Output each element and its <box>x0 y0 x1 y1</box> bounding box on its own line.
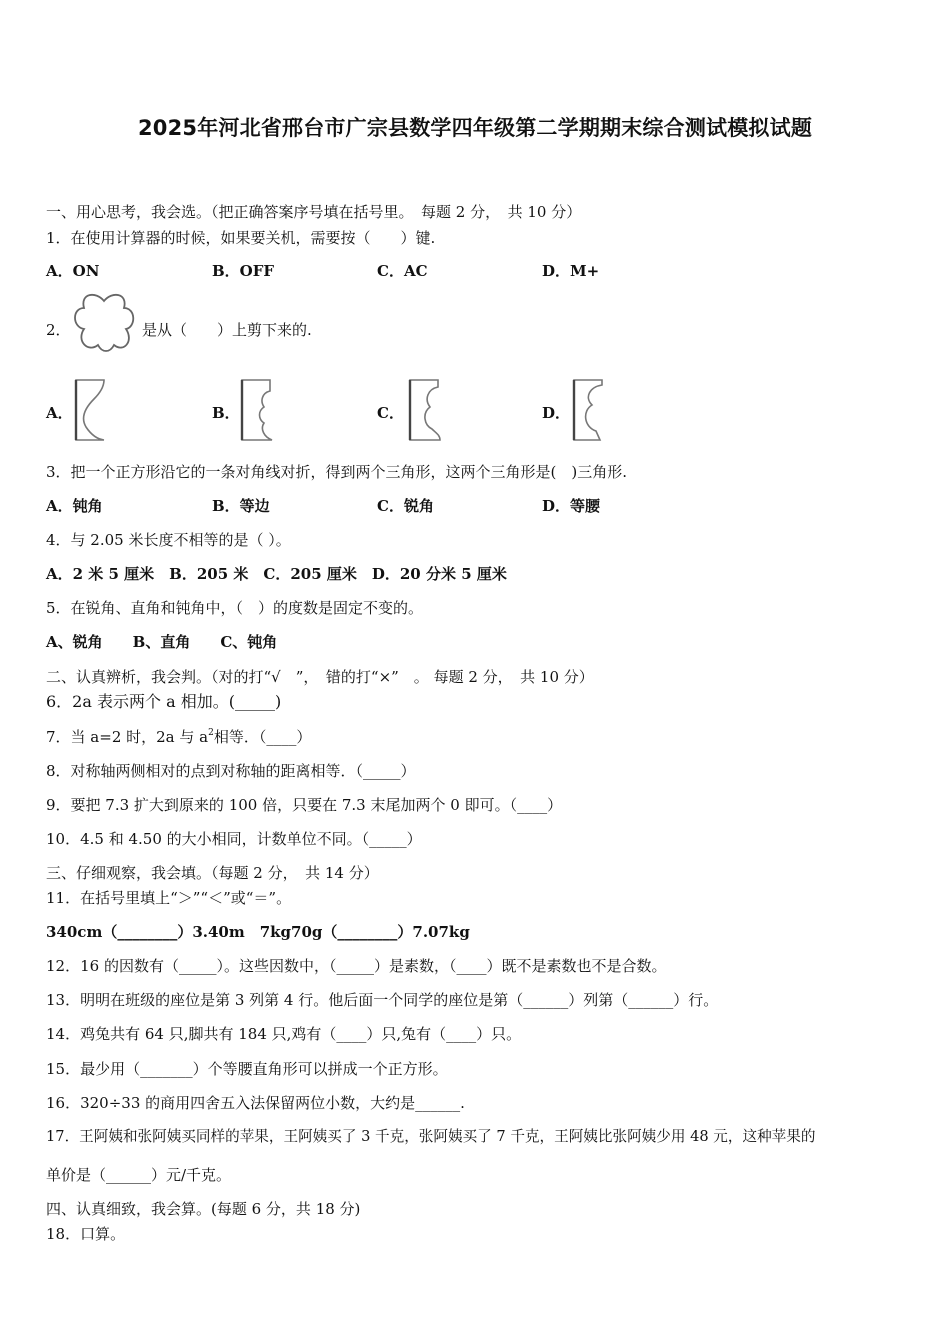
q7-superscript: 2 <box>208 728 214 738</box>
question-4: 4．与 2.05 米长度不相等的是（ ）。 <box>46 531 291 549</box>
q1-option-a: A．ON <box>46 262 100 280</box>
question-2-text: 是从（ ）上剪下来的. <box>142 321 312 339</box>
q1-option-c: C．AC <box>377 262 428 280</box>
q4-options: A．2 米 5 厘米 B．205 米 C．205 厘米 D．20 分米 5 厘米 <box>46 565 507 583</box>
q1-option-b: B．OFF <box>212 262 275 280</box>
q11-comparison-line: 340cm（________）3.40m 7kg70g（________）7.07kg <box>46 923 470 941</box>
question-8: 8．对称轴两侧相对的点到对称轴的距离相等．（_____） <box>46 762 416 780</box>
section-1-heading: 一、用心思考，我会选。（把正确答案序号填在括号里。 每题 2 分， 共 10 分） <box>46 203 582 221</box>
q2-option-b: B． <box>212 404 240 422</box>
section-3-heading: 三、仔细观察，我会填。（每题 2 分， 共 14 分） <box>46 864 379 882</box>
q2-option-a: A． <box>46 404 73 422</box>
q5-options: A、锐角 B、直角 C、钝角 <box>46 633 278 651</box>
cloud-shape-figure <box>72 291 136 357</box>
section-4-heading: 四、认真细致，我会算。(每题 6 分，共 18 分) <box>46 1200 361 1218</box>
q3-option-a: A．钝角 <box>46 497 103 515</box>
question-10: 10．4.5 和 4.50 的大小相同，计数单位不同。（_____） <box>46 830 422 848</box>
question-14: 14．鸡兔共有 64 只,脚共有 184 只,鸡有（____）只,兔有（____）只。 <box>46 1025 522 1043</box>
question-1: 1．在使用计算器的时候，如果要关机，需要按（ ）键. <box>46 229 436 247</box>
q3-option-b: B．等边 <box>212 497 270 515</box>
q7-text: 7．当 a=2 时，2a 与 a <box>46 728 209 746</box>
question-16: 16．320÷33 的商用四舍五入法保留两位小数，大约是______. <box>46 1094 465 1112</box>
page-title: 2025年河北省邢台市广宗县数学四年级第二学期期末综合测试模拟试题 <box>137 116 813 140</box>
option-a-figure <box>72 377 108 443</box>
question-17-line-1: 17．王阿姨和张阿姨买同样的苹果，王阿姨买了 3 千克，张阿姨买了 7 千克，王阿姨比张阿姨少用 48 元，这种苹果的 <box>46 1128 816 1145</box>
question-17-line-2: 单价是（______）元/千克。 <box>46 1166 232 1184</box>
q1-option-d: D．M+ <box>542 262 600 280</box>
question-12: 12．16 的因数有（_____）。这些因数中，（_____）是素数，（____）既不是素数也不是合数。 <box>46 957 667 975</box>
section-2-heading: 二、认真辨析，我会判。（对的打“√ ”， 错的打“×” 。 每题 2 分， 共 10 分） <box>46 668 594 686</box>
q2-option-c: C． <box>377 404 404 422</box>
question-11: 11．在括号里填上“＞”“＜”或“＝”。 <box>46 889 292 907</box>
question-2-number: 2． <box>46 321 71 339</box>
q2-option-d: D． <box>542 404 571 422</box>
option-d-figure <box>570 377 608 443</box>
question-6: 6．2a 表示两个 a 相加。(_____) <box>46 692 282 711</box>
option-b-figure <box>238 377 276 443</box>
question-15: 15．最少用（_______）个等腰直角形可以拼成一个正方形。 <box>46 1060 448 1078</box>
q7-text-end: 相等．（____） <box>213 728 312 746</box>
question-9: 9．要把 7.3 扩大到原来的 100 倍，只要在 7.3 末尾加两个 0 即可。（____） <box>46 796 563 814</box>
q3-option-c: C．锐角 <box>377 497 434 515</box>
question-3: 3．把一个正方形沿它的一条对角线对折，得到两个三角形，这两个三角形是( )三角形. <box>46 463 628 481</box>
question-7 <box>46 727 311 747</box>
question-18: 18．口算。 <box>46 1225 126 1243</box>
question-13: 13．明明在班级的座位是第 3 列第 4 行。他后面一个同学的座位是第（______）列第（______）行。 <box>46 991 719 1009</box>
option-c-figure <box>406 377 444 443</box>
q3-option-d: D．等腰 <box>542 497 601 515</box>
question-5: 5．在锐角、直角和钝角中，（ ）的度数是固定不变的。 <box>46 599 424 617</box>
